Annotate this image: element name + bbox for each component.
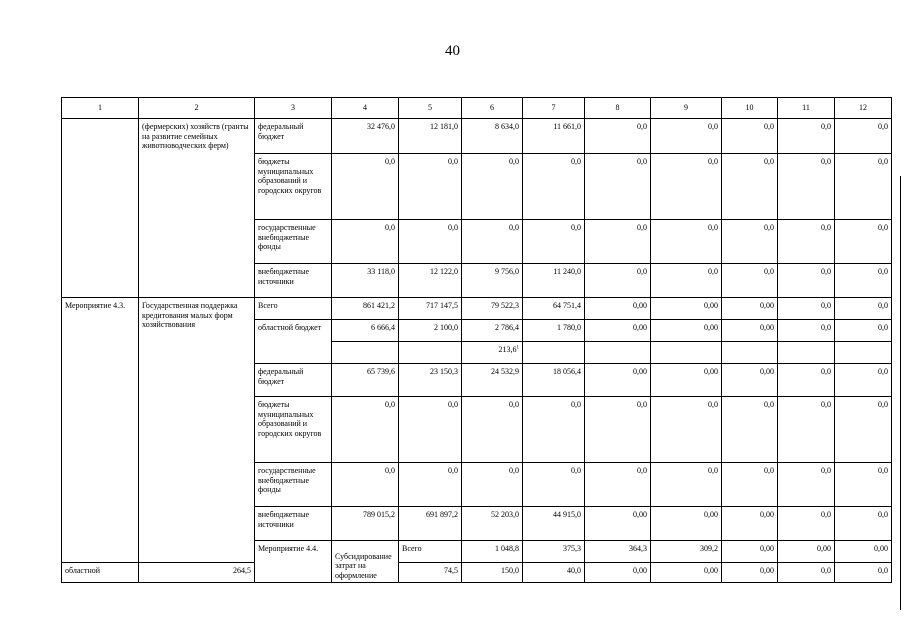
value-cell: 0,0 <box>778 463 835 507</box>
source-cell: государственные внебюджетные фонды <box>255 220 332 264</box>
value-cell: 0,0 <box>778 397 835 463</box>
value-cell: 0,0 <box>835 264 892 298</box>
header-cell: 7 <box>523 98 585 119</box>
value-cell: 0,0 <box>835 320 892 342</box>
source-cell: федеральный бюджет <box>255 119 332 154</box>
header-cell: 5 <box>399 98 462 119</box>
header-cell: 1 <box>62 98 139 119</box>
value-cell: 0,0 <box>523 397 585 463</box>
value-cell: 0,0 <box>585 220 651 264</box>
value-cell: 0,0 <box>585 397 651 463</box>
value-cell: 0,0 <box>722 463 778 507</box>
margin-rule <box>900 176 901 610</box>
header-cell: 6 <box>462 98 523 119</box>
value-cell: 0,0 <box>651 220 722 264</box>
value-cell: 0,00 <box>651 364 722 397</box>
value-cell: 44 915,0 <box>523 507 585 541</box>
source-cell: бюджеты муниципальных образований и городских округов <box>255 397 332 463</box>
empty-cell <box>332 342 399 364</box>
event-cell <box>62 119 139 298</box>
value-cell: 0,0 <box>523 220 585 264</box>
value-cell: 0,0 <box>462 463 523 507</box>
value-cell: 691 897,2 <box>399 507 462 541</box>
source-cell: Всего <box>399 541 462 563</box>
value-cell: 789 015,2 <box>332 507 399 541</box>
description-cell: Государственная поддержка кредитования малых форм хозяйствования <box>139 298 255 563</box>
description-cell: Субсидирование затрат на оформление <box>332 541 399 583</box>
value-cell: 0,0 <box>399 220 462 264</box>
header-cell: 10 <box>722 98 778 119</box>
value-cell: 40,0 <box>523 563 585 583</box>
value-cell: 52 203,0 <box>462 507 523 541</box>
value-cell: 79 522,3 <box>462 298 523 320</box>
value-cell: 0,0 <box>722 264 778 298</box>
value-cell: 0,0 <box>778 220 835 264</box>
empty-cell <box>585 342 651 364</box>
value-cell: 0,0 <box>722 220 778 264</box>
table-row <box>62 563 892 583</box>
value-cell: 2 100,0 <box>399 320 462 342</box>
header-cell: 3 <box>255 98 332 119</box>
value-cell: 0,0 <box>835 463 892 507</box>
value-cell: 0,0 <box>651 397 722 463</box>
value-cell: 364,3 <box>585 541 651 563</box>
footnote-value: 213,6 <box>498 345 517 354</box>
value-cell: 0,0 <box>722 154 778 220</box>
empty-cell <box>523 342 585 364</box>
value-cell: 2 786,4 <box>462 320 523 342</box>
value-cell: 74,5 <box>399 563 462 583</box>
value-cell: 0,0 <box>835 220 892 264</box>
value-cell: 0,0 <box>835 563 892 583</box>
value-cell: 0,00 <box>585 320 651 342</box>
source-cell: внебюджетные источники <box>255 507 332 541</box>
value-cell: 9 756,0 <box>462 264 523 298</box>
description-cell: (фермерских) хозяйств (гранты на развитие семейных животноводческих ферм) <box>139 119 255 298</box>
value-cell: 0,0 <box>332 397 399 463</box>
value-cell: 150,0 <box>462 563 523 583</box>
value-cell: 24 532,9 <box>462 364 523 397</box>
source-cell: государственные внебюджетные фонды <box>255 463 332 507</box>
value-cell: 8 634,0 <box>462 119 523 154</box>
value-cell: 0,0 <box>332 154 399 220</box>
value-cell: 0,0 <box>399 397 462 463</box>
value-cell: 0,0 <box>523 463 585 507</box>
value-cell: 0,0 <box>399 154 462 220</box>
value-cell: 0,0 <box>585 154 651 220</box>
source-cell: областной <box>62 563 139 583</box>
header-cell: 2 <box>139 98 255 119</box>
event-cell: Мероприятие 4.3. <box>62 298 139 563</box>
source-cell: внебюджетные источники <box>255 264 332 298</box>
value-cell: 0,0 <box>778 154 835 220</box>
value-cell: 0,0 <box>462 397 523 463</box>
value-cell: 11 240,0 <box>523 264 585 298</box>
empty-cell <box>778 342 835 364</box>
page-number: 40 <box>445 43 460 59</box>
footnote-marker: 1 <box>516 345 519 351</box>
header-cell: 4 <box>332 98 399 119</box>
footnote-value-cell <box>462 342 523 364</box>
empty-cell <box>722 342 778 364</box>
value-cell: 861 421,2 <box>332 298 399 320</box>
table-row <box>62 298 892 320</box>
value-cell: 64 751,4 <box>523 298 585 320</box>
value-cell: 0,00 <box>778 541 835 563</box>
source-cell: федеральный бюджет <box>255 364 332 397</box>
value-cell: 0,0 <box>778 264 835 298</box>
value-cell: 309,2 <box>651 541 722 563</box>
value-cell: 6 666,4 <box>332 320 399 342</box>
source-cell: областной бюджет <box>255 320 332 364</box>
header-cell: 12 <box>835 98 892 119</box>
value-cell: 1 780,0 <box>523 320 585 342</box>
value-cell: 0,0 <box>778 563 835 583</box>
value-cell: 32 476,0 <box>332 119 399 154</box>
value-cell: 0,00 <box>835 541 892 563</box>
value-cell: 0,00 <box>651 320 722 342</box>
value-cell: 0,00 <box>722 298 778 320</box>
value-cell: 0,00 <box>651 298 722 320</box>
value-cell: 0,00 <box>585 507 651 541</box>
value-cell: 0,0 <box>778 507 835 541</box>
value-cell: 0,0 <box>835 119 892 154</box>
value-cell: 0,0 <box>778 119 835 154</box>
value-cell: 65 739,6 <box>332 364 399 397</box>
value-cell: 0,00 <box>722 320 778 342</box>
source-cell: бюджеты муниципальных образований и городских округов <box>255 154 332 220</box>
value-cell: 0,0 <box>585 119 651 154</box>
value-cell: 0,0 <box>651 463 722 507</box>
value-cell: 0,0 <box>523 154 585 220</box>
value-cell: 264,5 <box>139 563 255 583</box>
table-row <box>62 119 892 154</box>
value-cell: 0,00 <box>585 298 651 320</box>
value-cell: 0,0 <box>778 364 835 397</box>
value-cell: 0,0 <box>778 298 835 320</box>
value-cell: 717 147,5 <box>399 298 462 320</box>
value-cell: 0,0 <box>332 463 399 507</box>
header-cell: 8 <box>585 98 651 119</box>
value-cell: 0,00 <box>722 507 778 541</box>
value-cell: 0,0 <box>778 320 835 342</box>
budget-table <box>61 97 892 583</box>
value-cell: 0,0 <box>651 264 722 298</box>
value-cell: 11 661,0 <box>523 119 585 154</box>
value-cell: 12 181,0 <box>399 119 462 154</box>
value-cell: 0,0 <box>462 154 523 220</box>
value-cell: 0,0 <box>585 463 651 507</box>
value-cell: 23 150,3 <box>399 364 462 397</box>
value-cell: 0,0 <box>399 463 462 507</box>
value-cell: 18 056,4 <box>523 364 585 397</box>
event-cell: Мероприятие 4.4. <box>255 541 332 583</box>
value-cell: 0,0 <box>835 298 892 320</box>
value-cell: 0,0 <box>585 264 651 298</box>
value-cell: 0,0 <box>462 220 523 264</box>
value-cell: 0,0 <box>332 220 399 264</box>
value-cell: 0,0 <box>722 397 778 463</box>
value-cell: 0,0 <box>651 119 722 154</box>
value-cell: 0,0 <box>651 154 722 220</box>
value-cell: 12 122,0 <box>399 264 462 298</box>
value-cell: 0,00 <box>651 507 722 541</box>
value-cell: 0,00 <box>651 563 722 583</box>
value-cell: 0,00 <box>585 364 651 397</box>
value-cell: 0,0 <box>835 364 892 397</box>
value-cell: 33 118,0 <box>332 264 399 298</box>
value-cell: 0,00 <box>722 563 778 583</box>
header-row <box>62 98 892 119</box>
value-cell: 0,0 <box>835 154 892 220</box>
empty-cell <box>651 342 722 364</box>
empty-cell <box>399 342 462 364</box>
empty-cell <box>835 342 892 364</box>
value-cell: 0,00 <box>722 541 778 563</box>
value-cell: 0,00 <box>722 364 778 397</box>
source-cell: Всего <box>255 298 332 320</box>
value-cell: 0,00 <box>585 563 651 583</box>
value-cell: 1 048,8 <box>462 541 523 563</box>
value-cell: 0,0 <box>835 507 892 541</box>
header-cell: 11 <box>778 98 835 119</box>
header-cell: 9 <box>651 98 722 119</box>
value-cell: 0,0 <box>835 397 892 463</box>
value-cell: 375,3 <box>523 541 585 563</box>
value-cell: 0,0 <box>722 119 778 154</box>
